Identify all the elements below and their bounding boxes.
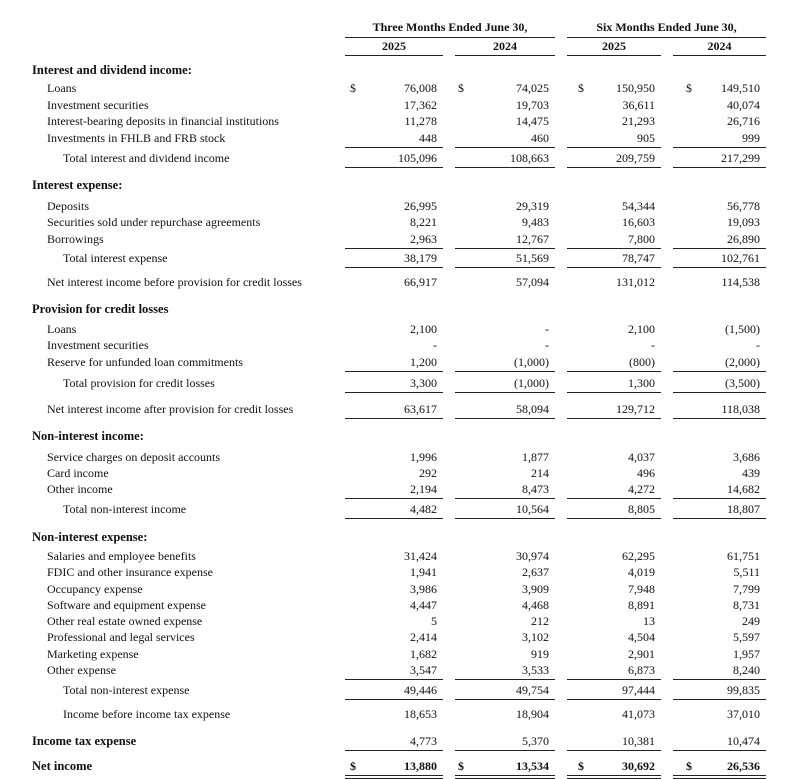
underline [673, 267, 766, 268]
section-heading: Non-interest income: [32, 429, 144, 443]
cell-value: 108,663 [510, 151, 549, 165]
double-underline [567, 775, 661, 779]
section-heading: Net income [32, 759, 93, 773]
cell-value: 4,447 [410, 598, 437, 612]
header-year: 2024 [707, 39, 732, 53]
cell-value: (1,000) [514, 376, 549, 390]
header-three-months: Three Months Ended June 30, [372, 20, 528, 34]
cell-value: 57,094 [516, 275, 549, 289]
section-heading: Interest expense: [32, 178, 123, 192]
section-heading: Interest and dividend income: [32, 63, 192, 77]
cell-value: 131,012 [616, 275, 655, 289]
row-label: Borrowings [47, 232, 104, 246]
underline [567, 518, 661, 519]
cell-value: 1,200 [410, 355, 437, 369]
cell-value: 1,682 [410, 647, 437, 661]
cell-value: 4,037 [628, 450, 655, 464]
underline [455, 699, 555, 700]
underline [455, 267, 555, 268]
header-rule [567, 55, 661, 56]
underline [567, 371, 661, 372]
cell-value: 3,547 [410, 663, 437, 677]
header-rule [455, 55, 555, 56]
cell-value: - [545, 322, 549, 336]
underline [673, 418, 766, 419]
cell-value: 1,300 [628, 376, 655, 390]
cell-value: 3,533 [522, 663, 549, 677]
cell-value: 2,414 [410, 630, 437, 644]
row-label: Salaries and employee benefits [47, 549, 196, 563]
cell-value: 8,805 [628, 502, 655, 516]
underline [673, 518, 766, 519]
cell-value: 3,909 [522, 582, 549, 596]
cell-value: 74,025 [516, 81, 549, 95]
cell-value: 1,941 [410, 565, 437, 579]
underline [455, 750, 555, 751]
cell-value: 212 [531, 614, 549, 628]
cell-value: 292 [419, 466, 437, 480]
cell-value: 26,716 [727, 114, 760, 128]
underline [673, 679, 766, 680]
row-label: Investment securities [47, 98, 149, 112]
underline [455, 371, 555, 372]
underline [673, 248, 766, 249]
underline [567, 267, 661, 268]
cell-value: 8,240 [733, 663, 760, 677]
cell-value: 10,564 [516, 502, 549, 516]
cell-value: 51,569 [516, 251, 549, 265]
cell-value: 4,272 [628, 482, 655, 496]
cell-value: 114,538 [721, 275, 760, 289]
underline [567, 679, 661, 680]
underline [673, 371, 766, 372]
cell-value: 97,444 [622, 683, 655, 697]
cell-value: 150,950 [616, 81, 655, 95]
row-label: Marketing expense [47, 647, 139, 661]
cell-value: 18,653 [404, 707, 437, 721]
cell-value: 8,473 [522, 482, 549, 496]
cell-value: 36,611 [622, 98, 655, 112]
currency-symbol: $ [350, 759, 356, 773]
cell-value: 31,424 [404, 549, 437, 563]
currency-symbol: $ [686, 81, 692, 95]
row-label: Total interest expense [63, 251, 168, 265]
cell-value: 30,974 [516, 549, 549, 563]
cell-value: 5,370 [522, 734, 549, 748]
cell-value: 29,319 [516, 199, 549, 213]
cell-value: 4,019 [628, 565, 655, 579]
section-heading: Non-interest expense: [32, 530, 148, 544]
row-label: Loans [47, 81, 77, 95]
underline [567, 392, 661, 393]
cell-value: 2,194 [410, 482, 437, 496]
cell-value: 5,597 [733, 630, 760, 644]
row-label: Securities sold under repurchase agreements [47, 215, 261, 229]
underline [567, 147, 661, 148]
cell-value: 105,096 [398, 151, 437, 165]
cell-value: 7,800 [628, 232, 655, 246]
currency-symbol: $ [686, 759, 692, 773]
cell-value: 3,102 [522, 630, 549, 644]
cell-value: (3,500) [725, 376, 760, 390]
cell-value: 13,534 [516, 759, 549, 773]
cell-value: 102,761 [721, 251, 760, 265]
cell-value: 5 [431, 614, 437, 628]
cell-value: 209,759 [616, 151, 655, 165]
underline [345, 518, 443, 519]
row-label: Total interest and dividend income [63, 151, 230, 165]
underline [455, 498, 555, 499]
cell-value: 2,963 [410, 232, 437, 246]
row-label: Service charges on deposit accounts [47, 450, 221, 464]
row-label: Income before income tax expense [63, 707, 231, 721]
row-label: Reserve for unfunded loan commitments [47, 355, 243, 369]
underline [567, 248, 661, 249]
cell-value: (800) [629, 355, 655, 369]
cell-value: 17,362 [404, 98, 437, 112]
cell-value: 76,008 [404, 81, 437, 95]
underline [345, 167, 443, 168]
underline [567, 418, 661, 419]
row-label: Professional and legal services [47, 630, 195, 644]
cell-value: 99,835 [727, 683, 760, 697]
cell-value: 999 [742, 131, 760, 145]
cell-value: 2,100 [628, 322, 655, 336]
cell-value: 40,074 [727, 98, 760, 112]
underline [345, 679, 443, 680]
cell-value: (1,500) [725, 322, 760, 336]
header-six-months: Six Months Ended June 30, [596, 20, 737, 34]
cell-value: 2,901 [628, 647, 655, 661]
cell-value: 149,510 [721, 81, 760, 95]
cell-value: 26,890 [727, 232, 760, 246]
cell-value: 129,712 [616, 402, 655, 416]
cell-value: 1,877 [522, 450, 549, 464]
underline [455, 392, 555, 393]
row-label: Total non-interest income [63, 502, 187, 516]
row-label: Other expense [47, 663, 116, 677]
cell-value: 8,891 [628, 598, 655, 612]
cell-value: 8,731 [733, 598, 760, 612]
cell-value: 56,778 [727, 199, 760, 213]
underline [673, 699, 766, 700]
cell-value: 49,754 [516, 683, 549, 697]
header-rule [345, 37, 555, 38]
cell-value: 14,682 [727, 482, 760, 496]
cell-value: 37,010 [727, 707, 760, 721]
row-label: FDIC and other insurance expense [47, 565, 213, 579]
underline [673, 147, 766, 148]
underline [455, 679, 555, 680]
row-label: Deposits [47, 199, 89, 213]
cell-value: 3,986 [410, 582, 437, 596]
cell-value: 1,957 [733, 647, 760, 661]
cell-value: 16,603 [622, 215, 655, 229]
cell-value: 4,482 [410, 502, 437, 516]
cell-value: 41,073 [622, 707, 655, 721]
cell-value: 3,686 [733, 450, 760, 464]
cell-value: 63,617 [404, 402, 437, 416]
cell-value: (1,000) [514, 355, 549, 369]
cell-value: 30,692 [622, 759, 655, 773]
cell-value: 2,100 [410, 322, 437, 336]
cell-value: 1,996 [410, 450, 437, 464]
cell-value: 11,278 [404, 114, 437, 128]
cell-value: 217,299 [721, 151, 760, 165]
underline [455, 518, 555, 519]
cell-value: 7,799 [733, 582, 760, 596]
row-label: Occupancy expense [47, 582, 143, 596]
underline [345, 699, 443, 700]
cell-value: 62,295 [622, 549, 655, 563]
cell-value: 905 [637, 131, 655, 145]
header-year: 2025 [382, 39, 406, 53]
row-label: Other real estate owned expense [47, 614, 203, 628]
row-label: Investment securities [47, 338, 149, 352]
cell-value: 18,807 [727, 502, 760, 516]
underline [455, 167, 555, 168]
cell-value: - [433, 338, 437, 352]
cell-value: 26,995 [404, 199, 437, 213]
underline [455, 248, 555, 249]
currency-symbol: $ [578, 759, 584, 773]
cell-value: 7,948 [628, 582, 655, 596]
cell-value: 8,221 [410, 215, 437, 229]
cell-value: 3,300 [410, 376, 437, 390]
cell-value: 2,637 [522, 565, 549, 579]
row-label: Investments in FHLB and FRB stock [47, 131, 226, 145]
row-label: Other income [47, 482, 113, 496]
underline [345, 147, 443, 148]
row-label: Loans [47, 322, 77, 336]
row-label: Interest-bearing deposits in financial institutions [47, 114, 279, 128]
cell-value: 61,751 [727, 549, 760, 563]
cell-value: 10,381 [622, 734, 655, 748]
double-underline [673, 775, 766, 779]
cell-value: 66,917 [404, 275, 437, 289]
underline [345, 267, 443, 268]
cell-value: 13 [643, 614, 655, 628]
cell-value: 448 [419, 131, 437, 145]
underline [345, 392, 443, 393]
cell-value: 249 [742, 614, 760, 628]
cell-value: 38,179 [404, 251, 437, 265]
underline [673, 498, 766, 499]
underline [345, 498, 443, 499]
section-heading: Provision for credit losses [32, 302, 169, 316]
cell-value: 919 [531, 647, 549, 661]
header-year: 2025 [602, 39, 626, 53]
cell-value: 4,504 [628, 630, 655, 644]
underline [673, 750, 766, 751]
underline [455, 147, 555, 148]
row-label: Total non-interest expense [63, 683, 190, 697]
row-label: Net interest income after provision for credit losses [47, 402, 294, 416]
cell-value: 21,293 [622, 114, 655, 128]
cell-value: 14,475 [516, 114, 549, 128]
cell-value: 26,536 [727, 759, 760, 773]
double-underline [345, 775, 443, 779]
currency-symbol: $ [578, 81, 584, 95]
cell-value: 54,344 [622, 199, 655, 213]
underline [345, 371, 443, 372]
underline [345, 248, 443, 249]
cell-value: 10,474 [727, 734, 760, 748]
row-label: Net interest income before provision for credit losses [47, 275, 302, 289]
cell-value: 13,880 [404, 759, 437, 773]
header-year: 2024 [493, 39, 517, 53]
currency-symbol: $ [350, 81, 356, 95]
cell-value: 6,873 [628, 663, 655, 677]
cell-value: - [545, 338, 549, 352]
cell-value: 18,904 [516, 707, 549, 721]
underline [567, 699, 661, 700]
underline [567, 498, 661, 499]
cell-value: 4,773 [410, 734, 437, 748]
cell-value: 49,446 [404, 683, 437, 697]
cell-value: 58,094 [516, 402, 549, 416]
underline [345, 418, 443, 419]
underline [567, 167, 661, 168]
cell-value: (2,000) [725, 355, 760, 369]
underline [455, 418, 555, 419]
section-heading: Income tax expense [32, 734, 137, 748]
cell-value: - [651, 338, 655, 352]
header-rule [567, 37, 766, 38]
header-rule [673, 55, 766, 56]
cell-value: - [756, 338, 760, 352]
currency-symbol: $ [458, 759, 464, 773]
underline [567, 750, 661, 751]
header-rule [345, 55, 443, 56]
double-underline [455, 775, 555, 779]
cell-value: 12,767 [516, 232, 549, 246]
cell-value: 214 [531, 466, 549, 480]
underline [345, 750, 443, 751]
row-label: Card income [47, 466, 109, 480]
cell-value: 78,747 [622, 251, 655, 265]
cell-value: 19,093 [727, 215, 760, 229]
cell-value: 439 [742, 466, 760, 480]
cell-value: 4,468 [522, 598, 549, 612]
cell-value: 496 [637, 466, 655, 480]
cell-value: 5,511 [733, 565, 760, 579]
underline [673, 167, 766, 168]
cell-value: 19,703 [516, 98, 549, 112]
currency-symbol: $ [458, 81, 464, 95]
underline [673, 392, 766, 393]
cell-value: 460 [531, 131, 549, 145]
row-label: Software and equipment expense [47, 598, 206, 612]
cell-value: 118,038 [721, 402, 760, 416]
cell-value: 9,483 [522, 215, 549, 229]
row-label: Total provision for credit losses [63, 376, 215, 390]
